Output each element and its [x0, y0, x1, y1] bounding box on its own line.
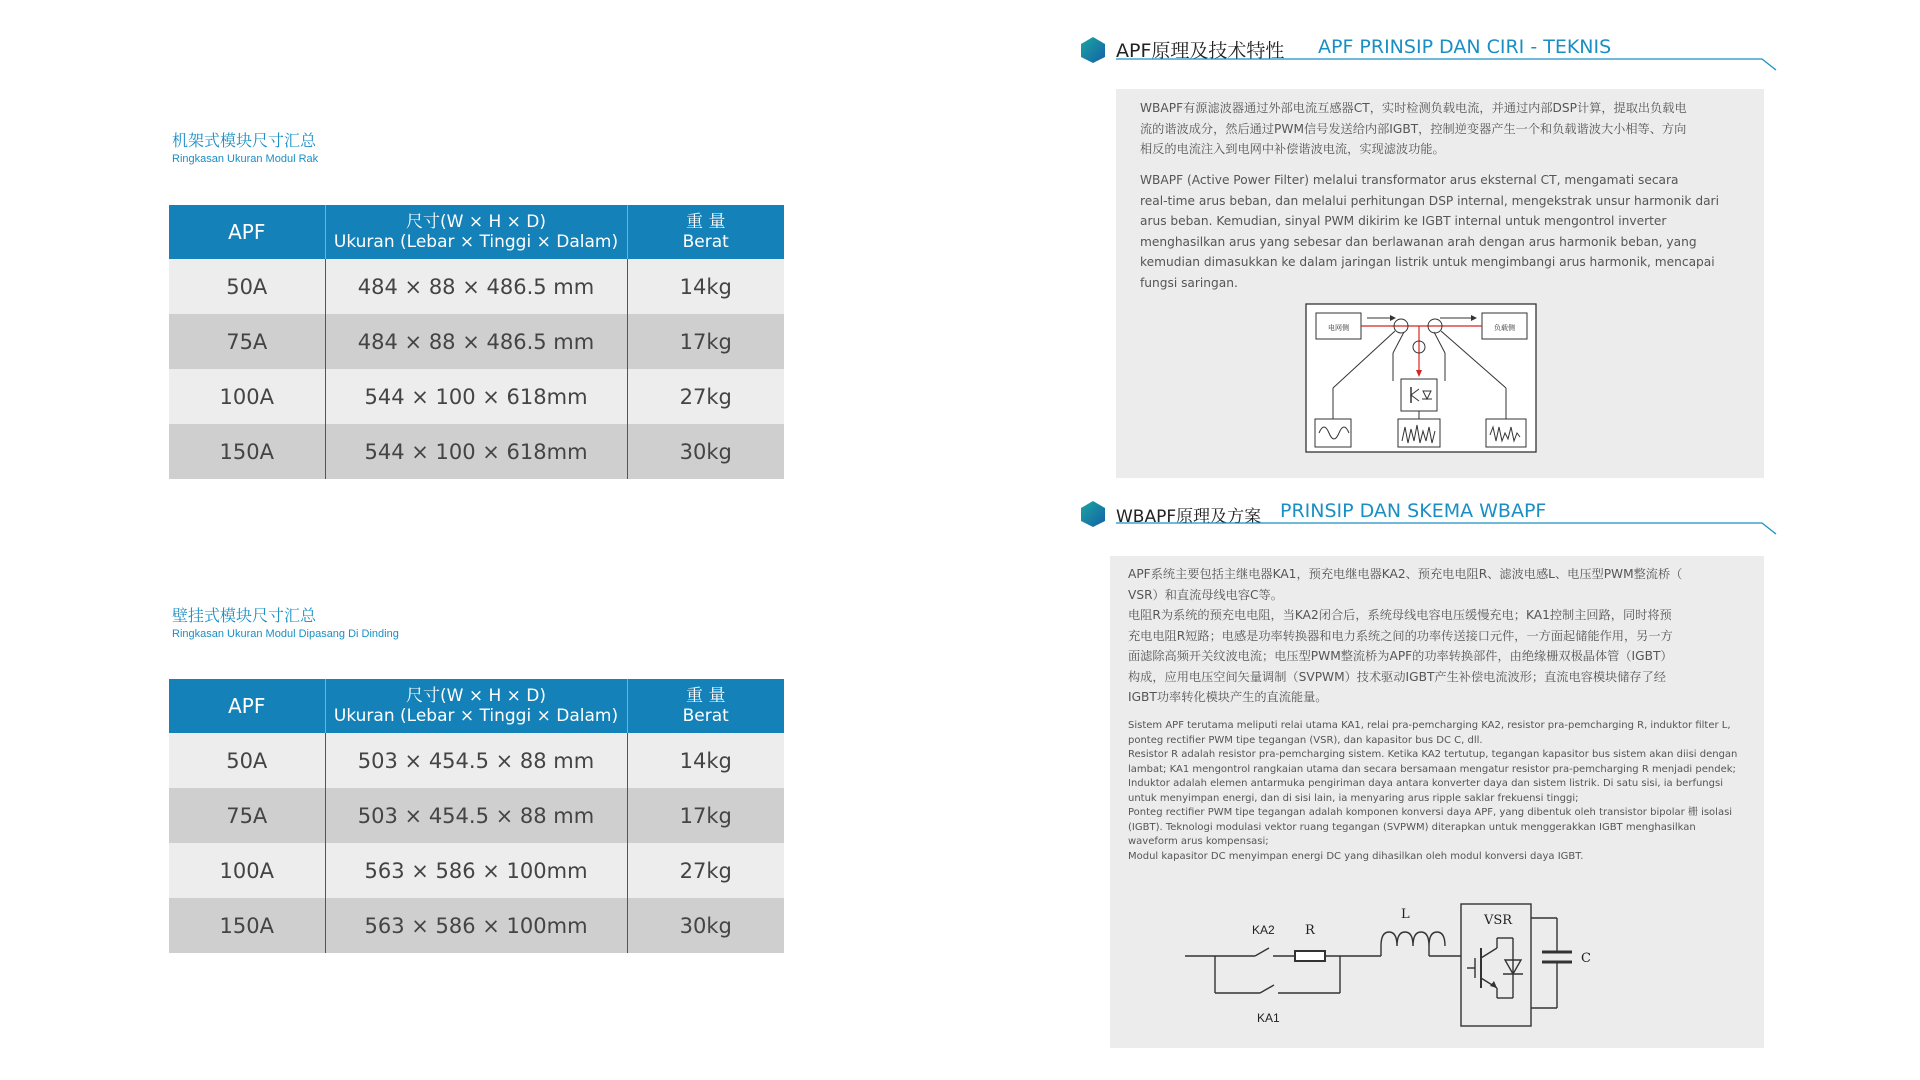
header-size-cn: 尺寸(W × H × D) — [405, 686, 547, 706]
resistor-label: R — [1305, 923, 1315, 938]
cell-weight: 30kg — [627, 424, 784, 479]
cell-apf: 75A — [169, 314, 325, 369]
hexagon-icon — [1080, 36, 1106, 64]
inductor-label: L — [1401, 907, 1410, 922]
header-weight-cn: 重 量 — [686, 212, 726, 232]
text-line: kemudian dimasukkan ke dalam jaringan listrik untuk mengimbangi arus harmonik, mencapai — [1140, 255, 1715, 269]
text-line: Modul kapasitor DC menyimpan energi DC yang dihasilkan oleh modul konversi daya IGBT. — [1128, 850, 1584, 862]
cell-size: 563 × 586 × 100mm — [325, 898, 627, 953]
cell-apf: 150A — [169, 424, 325, 479]
table-row — [169, 424, 784, 479]
principle-paragraph-cn — [1140, 98, 1750, 160]
principle-title-id: APF PRINSIP DAN CIRI - TEKNIS — [1318, 36, 1612, 58]
scheme-title-cn: WBAPF原理及方案 — [1116, 507, 1262, 527]
cell-size: 503 × 454.5 × 88 mm — [325, 733, 627, 788]
header-size-id: Ukuran (Lebar × Tinggi × Dalam) — [333, 232, 619, 252]
text-line: 构成，应用电压空间矢量调制（SVPWM）技术驱动IGBT产生补偿电流波形；直流电容模块储存了经 — [1128, 669, 1666, 684]
table-header-row — [169, 205, 784, 259]
table-row — [169, 314, 784, 369]
wall-section-subtitle: Ringkasan Ukuran Modul Dipasang Di Dinding — [172, 628, 399, 640]
rack-dimension-table — [169, 205, 784, 479]
text-line: Sistem APF terutama meliputi relai utama KA1, relai pra-pemcharging KA2, resistor pra-pemcharging R, induktor filter L, — [1128, 720, 1731, 731]
principle-title-cn: APF原理及技术特性 — [1116, 40, 1285, 62]
wbapf-circuit-diagram — [1185, 896, 1705, 1036]
cell-weight: 27kg — [627, 369, 784, 424]
apf-block-diagram — [1305, 303, 1537, 453]
header-weight — [627, 679, 784, 733]
table-row — [169, 898, 784, 953]
text-line: Resistor R adalah resistor pra-pemcharging sistem. Ketika KA2 tertutup, tegangan kapasitor bus sistem akan diisi dengan — [1128, 749, 1738, 760]
vsr-label: VSR — [1484, 913, 1513, 928]
text-line: lambat; KA1 mengontrol rangkaian utama dan secara bersamaan mengatur resistor pra-pemcharging R menjadi pendek; — [1128, 763, 1736, 775]
hexagon-icon — [1080, 500, 1106, 528]
header-apf: APF — [169, 205, 325, 259]
cell-apf: 50A — [169, 259, 325, 314]
scheme-panel — [1110, 556, 1764, 1048]
scheme-title-id: PRINSIP DAN SKEMA WBAPF — [1280, 500, 1547, 522]
wall-dimension-table — [169, 679, 784, 953]
text-line: (IGBT). Teknologi modulasi vektor ruang tegangan (SVPWM) diterapkan untuk menggerakkan IGBT menghasilkan — [1128, 821, 1696, 833]
header-weight-cn: 重 量 — [686, 686, 726, 706]
header-size-cn: 尺寸(W × H × D) — [405, 212, 547, 232]
text-line: WBAPF有源滤波器通过外部电流互感器CT，实时检测负载电流，并通过内部DSP计算，提取出负载电 — [1140, 101, 1687, 115]
cell-weight: 14kg — [627, 259, 784, 314]
header-weight-id: Berat — [682, 232, 729, 252]
text-line: WBAPF (Active Power Filter) melalui transformator arus eksternal CT, mengamati secara — [1140, 173, 1679, 187]
header-size-id: Ukuran (Lebar × Tinggi × Dalam) — [333, 706, 619, 726]
text-line: 面滤除高频开关纹波电流；电压型PWM整流桥为APF的功率转换部件，由绝缘栅双极晶体管（IGBT） — [1128, 649, 1673, 663]
principle-header — [1080, 30, 1780, 70]
cell-size: 484 × 88 × 486.5 mm — [325, 259, 627, 314]
header-weight-id: Berat — [682, 706, 729, 726]
text-line: APF系统主要包括主继电器KA1，预充电继电器KA2、预充电电阻R、滤波电感L、电压型PWM整流桥（ — [1128, 567, 1683, 581]
text-line: fungsi saringan. — [1140, 275, 1238, 290]
principle-paragraph-id — [1140, 170, 1750, 293]
cell-weight: 17kg — [627, 788, 784, 843]
ka2-label: KA2 — [1252, 923, 1275, 937]
rack-section-title: 机架式模块尺寸汇总 — [172, 131, 317, 150]
cell-weight: 14kg — [627, 733, 784, 788]
cell-weight: 27kg — [627, 843, 784, 898]
text-line: ponteg rectifier PWM tipe tegangan (VSR), dan kapasitor bus DC C, dll. — [1128, 734, 1483, 746]
cell-weight: 17kg — [627, 314, 784, 369]
cell-size: 503 × 454.5 × 88 mm — [325, 788, 627, 843]
text-line: VSR）和直流母线电容C等。 — [1128, 587, 1283, 602]
header-size — [325, 205, 627, 259]
cell-size: 563 × 586 × 100mm — [325, 843, 627, 898]
cell-size: 544 × 100 × 618mm — [325, 424, 627, 479]
load-side-label: 负载侧 — [1494, 325, 1515, 332]
ka1-label: KA1 — [1257, 1011, 1280, 1025]
header-underline — [1116, 58, 1780, 72]
wall-section-title: 壁挂式模块尺寸汇总 — [172, 606, 317, 625]
capacitor-label: C — [1581, 951, 1591, 966]
cell-apf: 100A — [169, 369, 325, 424]
text-line: Ponteg rectifier PWM tipe tegangan adalah komponen konversi daya APF, yang dibentuk oleh transistor bipolar 栅 isolasi — [1128, 807, 1733, 818]
text-line: 流的谐波成分，然后通过PWM信号发送给内部IGBT，控制逆变器产生一个和负载谐波大小相等、方向 — [1140, 121, 1687, 136]
cell-weight: 30kg — [627, 898, 784, 953]
table-row — [169, 733, 784, 788]
table-row — [169, 369, 784, 424]
table-row — [169, 259, 784, 314]
text-line: untuk menyimpan energi, dan di sisi lain, ia menyaring arus ripple saklar frekuensi tinggi; — [1128, 792, 1579, 804]
text-line: Induktor adalah elemen antarmuka pengiriman daya antara konverter daya dan sistem listrik. Di satu sisi, ia berfungsi — [1128, 778, 1723, 789]
text-line: 电阻R为系统的预充电电阻，当KA2闭合后，系统母线电容电压缓慢充电；KA1控制主回路，同时将预 — [1128, 608, 1672, 622]
cell-size: 484 × 88 × 486.5 mm — [325, 314, 627, 369]
cell-apf: 50A — [169, 733, 325, 788]
cell-apf: 75A — [169, 788, 325, 843]
table-row — [169, 843, 784, 898]
grid-side-label: 电网侧 — [1328, 325, 1349, 332]
header-size — [325, 679, 627, 733]
text-line: menghasilkan arus yang sebesar dan berlawanan arah dengan arus harmonik beban, yang — [1140, 234, 1697, 249]
table-row — [169, 788, 784, 843]
text-line: real-time arus beban, dan melalui perhitungan DSP internal, mengekstrak unsur harmonik dari — [1140, 193, 1719, 208]
scheme-paragraph-cn — [1128, 564, 1758, 708]
scheme-paragraph-id — [1128, 719, 1758, 864]
header-underline — [1116, 522, 1780, 536]
principle-panel — [1116, 89, 1764, 478]
cell-apf: 150A — [169, 898, 325, 953]
header-apf: APF — [169, 679, 325, 733]
cell-apf: 100A — [169, 843, 325, 898]
table-header-row — [169, 679, 784, 733]
cell-size: 544 × 100 × 618mm — [325, 369, 627, 424]
text-line: 相反的电流注入到电网中补偿谐波电流，实现滤波功能。 — [1140, 142, 1445, 156]
text-line: 充电电阻R短路；电感是功率转换器和电力系统之间的功率传送接口元件，一方面起储能作用，另一方 — [1128, 628, 1673, 643]
text-line: arus beban. Kemudian, sinyal PWM dikirim ke IGBT internal untuk mengontrol inverter — [1140, 214, 1667, 228]
header-weight — [627, 205, 784, 259]
text-line: IGBT功率转化模块产生的直流能量。 — [1128, 690, 1328, 704]
text-line: waveform arus kompensasi; — [1128, 836, 1269, 847]
scheme-header — [1080, 494, 1780, 534]
rack-section-subtitle: Ringkasan Ukuran Modul Rak — [172, 153, 319, 165]
